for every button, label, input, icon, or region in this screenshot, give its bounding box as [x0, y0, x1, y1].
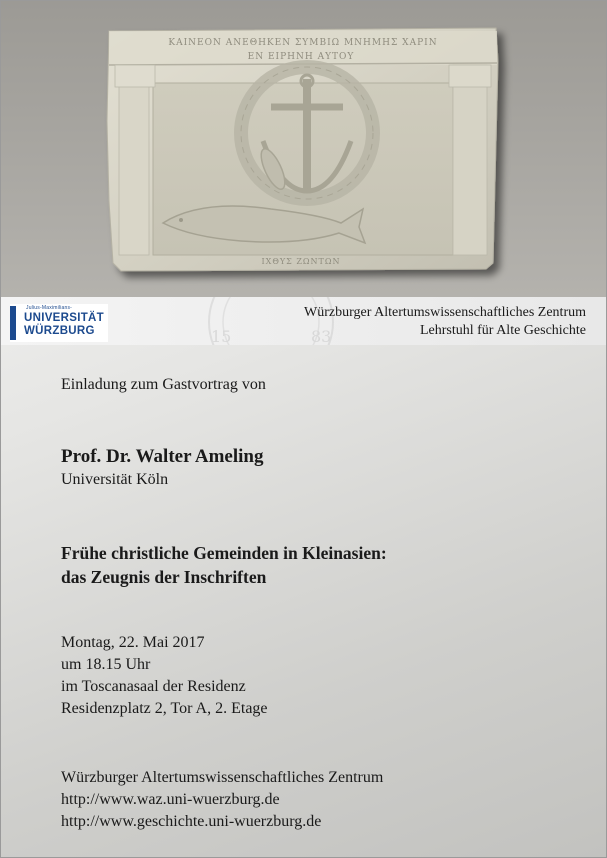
university-logo[interactable] [10, 304, 108, 342]
seal-number-left: 15 [211, 327, 232, 346]
stone-relief-image [1, 1, 606, 297]
footer-organizer: Würzburger Altertumswissenschaftliches Zentrum [61, 769, 384, 786]
logo-small-text: Julius-Maximilians- [26, 305, 73, 311]
logo-bar [10, 306, 16, 340]
footer-url-geschichte[interactable]: http://www.geschichte.uni-wuerzburg.de [61, 813, 322, 830]
event-venue: im Toscanasaal der Residenz [61, 678, 246, 695]
header-band [1, 297, 606, 345]
chair-name: Lehrstuhl für Alte Geschichte [419, 323, 586, 338]
relief-inscription-bottom: ΙΧΘΥΣ ΖΩΝΤΩΝ [261, 257, 341, 266]
logo-line-2: WÜRZBURG [24, 325, 95, 337]
event-address: Residenzplatz 2, Tor A, 2. Etage [61, 700, 268, 717]
talk-title-line-2: das Zeugnis der Inschriften [61, 567, 267, 587]
speaker-affiliation: Universität Köln [61, 471, 169, 488]
relief-inscription-top: ΚΑΙΝΕΟΝ ΑΝΕΘΗΚΕΝ ΣΥΜΒΙΩ ΜΝΗΜΗΣ ΧΑΡΙΝ [168, 38, 438, 48]
speaker-name: Prof. Dr. Walter Ameling [61, 446, 264, 467]
event-time: um 18.15 Uhr [61, 656, 151, 673]
logo-line-1: UNIVERSITÄT [24, 312, 104, 324]
institution-name: Würzburger Altertumswissenschaftliches Zentrum [304, 305, 586, 320]
footer-url-waz[interactable]: http://www.waz.uni-wuerzburg.de [61, 791, 280, 808]
talk-title-line-1: Frühe christliche Gemeinden in Kleinasien: [61, 543, 387, 563]
event-date: Montag, 22. Mai 2017 [61, 634, 205, 651]
invitation-text: Einladung zum Gastvortrag von [61, 376, 266, 393]
relief-inscription-top2: ΕΝ ΕΙΡΗΝΗ ΑΥΤΟΥ [247, 52, 355, 62]
seal-number-right: 83 [311, 327, 332, 346]
hero-image [1, 1, 606, 297]
